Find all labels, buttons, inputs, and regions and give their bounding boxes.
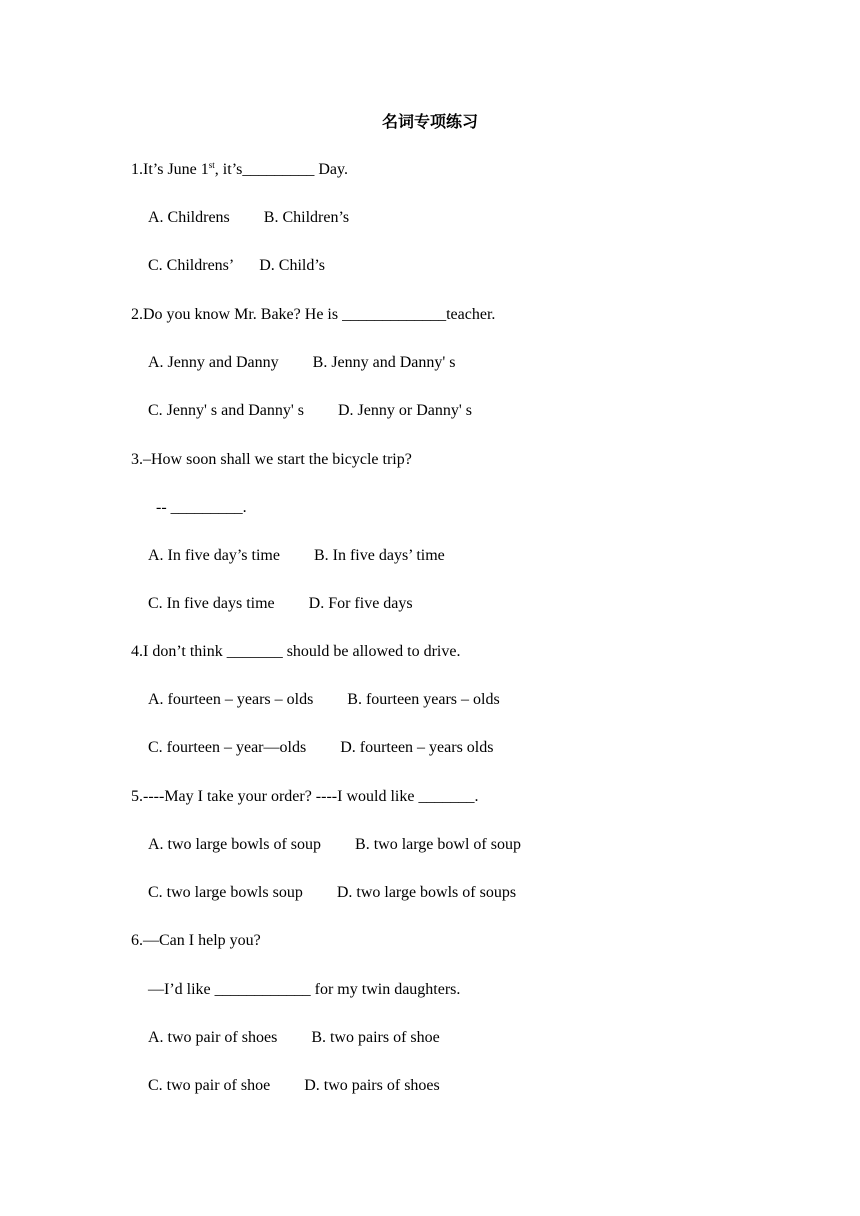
question-6-options-row-1 xyxy=(148,1028,440,1048)
question-1-option-c: C. Childrens’ xyxy=(148,257,235,274)
question-3-options-row-1 xyxy=(148,546,445,566)
question-5-options-row-1 xyxy=(148,835,521,855)
question-3-option-b: B. In five days’ time xyxy=(313,547,445,564)
question-3-response: -- _________. xyxy=(156,499,247,516)
question-6-response: —I’d like ____________ for my twin daughters. xyxy=(148,981,461,998)
question-4-options-row-1 xyxy=(148,690,500,710)
question-4-options-row-2 xyxy=(148,738,493,758)
question-2-options-row-1 xyxy=(148,353,456,373)
question-2-options-row-2 xyxy=(148,401,472,421)
question-2-option-a: A. Jenny and Danny xyxy=(148,354,279,371)
question-3-option-d: D. For five days xyxy=(308,595,413,612)
question-1-stem xyxy=(131,160,348,180)
question-4-stem: 4.I don’t think _______ should be allowed to drive. xyxy=(131,643,461,660)
question-3-options-row-2 xyxy=(148,594,413,614)
question-6-options-row-2 xyxy=(148,1076,440,1096)
question-1-option-b: B. Children’s xyxy=(263,209,350,226)
question-1-option-a: A. Childrens xyxy=(148,209,230,226)
question-5-option-a: A. two large bowls of soup xyxy=(148,836,322,853)
question-6-option-b: B. two pairs of shoe xyxy=(311,1029,440,1046)
question-6-option-a: A. two pair of shoes xyxy=(148,1029,278,1046)
question-1-stem-pre: 1.It’s June 1 xyxy=(131,161,209,178)
page-title: 名词专项练习 xyxy=(381,112,478,131)
question-6-stem: 6.—Can I help you? xyxy=(131,932,261,949)
question-3-option-a: A. In five day’s time xyxy=(148,547,280,564)
question-5-option-b: B. two large bowl of soup xyxy=(355,836,521,853)
question-3-option-c: C. In five days time xyxy=(148,595,275,612)
question-1-stem-sup: st xyxy=(208,160,215,170)
question-5-option-d: D. two large bowls of soups xyxy=(336,884,517,901)
question-6-option-d: D. two pairs of shoes xyxy=(304,1077,440,1094)
question-4-option-a: A. fourteen – years – olds xyxy=(148,691,314,708)
question-3-stem: 3.–How soon shall we start the bicycle trip? xyxy=(131,451,412,468)
question-1-options-row-2 xyxy=(148,256,325,276)
question-1-options-row-1 xyxy=(148,208,349,228)
question-1-option-d: D. Child’s xyxy=(259,257,326,274)
question-1-stem-post: , it’s_________ Day. xyxy=(214,161,348,178)
question-4-option-b: B. fourteen years – olds xyxy=(347,691,500,708)
question-2-option-b: B. Jenny and Danny' s xyxy=(312,354,456,371)
question-4-option-d: D. fourteen – years olds xyxy=(340,739,494,756)
question-2-option-c: C. Jenny' s and Danny' s xyxy=(148,402,304,419)
question-5-options-row-2 xyxy=(148,883,516,903)
question-5-option-c: C. two large bowls soup xyxy=(148,884,303,901)
question-2-stem: 2.Do you know Mr. Bake? He is _____________teacher. xyxy=(131,306,496,323)
question-2-option-d: D. Jenny or Danny' s xyxy=(337,402,472,419)
question-6-option-c: C. two pair of shoe xyxy=(148,1077,271,1094)
question-5-stem: 5.----May I take your order? ----I would like _______. xyxy=(131,788,479,805)
question-4-option-c: C. fourteen – year—olds xyxy=(148,739,307,756)
